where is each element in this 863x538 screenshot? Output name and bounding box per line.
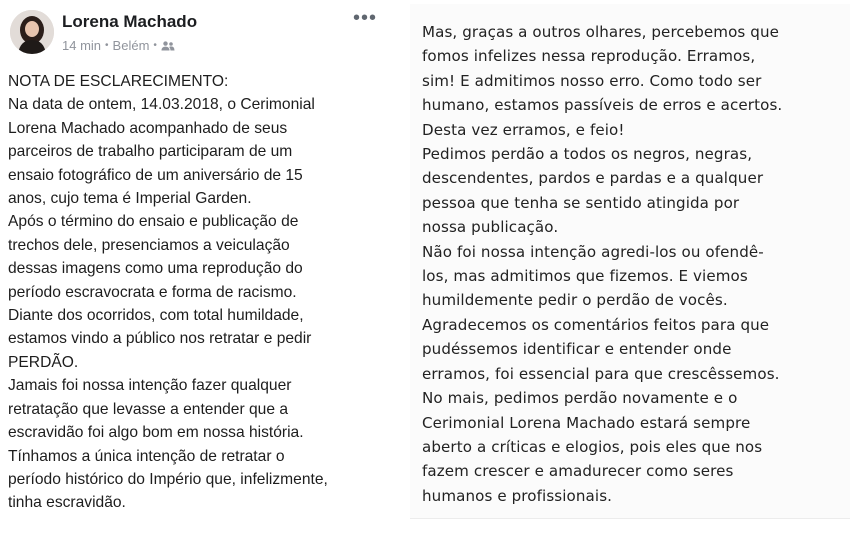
post-text-line: dessas imagens como uma reprodução do bbox=[8, 260, 303, 278]
avatar[interactable] bbox=[10, 10, 54, 54]
author-name[interactable]: Lorena Machado bbox=[62, 12, 198, 31]
post-location[interactable]: Belém bbox=[112, 38, 150, 53]
post-body-right bbox=[422, 20, 846, 508]
more-options-icon[interactable]: ••• bbox=[352, 7, 377, 29]
post-text-line: humanos e profissionais. bbox=[422, 486, 613, 505]
post-text-line: descendentes, pardos e pardas e a qualquer bbox=[422, 169, 764, 188]
post-text-line: Na data de ontem, 14.03.2018, o Cerimonial bbox=[8, 96, 315, 114]
post-text-line: Mas, graças a outros olhares, percebemos que bbox=[422, 23, 780, 41]
post-text-line: erramos, foi essencial para que crescêssemos. bbox=[422, 364, 780, 383]
post-text-line: trechos dele, presenciamos a veiculação bbox=[8, 236, 290, 254]
post-header bbox=[8, 8, 393, 60]
post-text-line: Agradecemos os comentários feitos para que bbox=[422, 315, 770, 334]
post-text-line: humildemente pedir o perdão de vocês. bbox=[422, 291, 728, 310]
post-text-line: Cerimonial Lorena Machado estará sempre bbox=[422, 413, 751, 432]
post-text-line: Lorena Machado acompanhado de seus bbox=[8, 119, 288, 137]
post-text-line: Jamais foi nossa intenção fazer qualquer bbox=[8, 377, 292, 395]
post-text-line: fazem crescer e amadurecer como seres bbox=[422, 462, 734, 481]
post-text-line: período escravocrata e forma de racismo. bbox=[8, 283, 297, 301]
post-time[interactable]: 14 min bbox=[62, 38, 102, 53]
post-text-line: No mais, pedimos perdão novamente e o bbox=[422, 389, 738, 408]
post-text-line: escravidão foi algo bom em nossa história. bbox=[8, 424, 304, 442]
post-text-line: ensaio fotográfico de um aniversário de 15 bbox=[8, 166, 303, 184]
post-text-line: anos, cujo tema é Imperial Garden. bbox=[8, 190, 252, 208]
post-meta bbox=[62, 38, 175, 53]
post-body-left bbox=[8, 70, 393, 515]
post-text-line: los, mas admitimos que fizemos. E viemos bbox=[422, 267, 748, 286]
post-panel-left bbox=[0, 0, 400, 538]
post-text-line: pudéssemos identificar e entender onde bbox=[422, 340, 732, 359]
post-text-line: nossa publicação. bbox=[422, 218, 559, 237]
post-text-line: Desta vez erramos, e feio! bbox=[422, 120, 625, 139]
post-text-line: período histórico do Império que, infelizmente, bbox=[8, 470, 328, 488]
post-text-line: estamos vindo a público nos retratar e pedir bbox=[8, 330, 312, 348]
post-text-line: PERDÃO. bbox=[8, 353, 79, 371]
friends-icon[interactable] bbox=[161, 41, 175, 51]
post-text-line: humano, estamos passíveis de erros e acertos. bbox=[422, 96, 783, 115]
post-text-line: Após o término do ensaio e publicação de bbox=[8, 213, 299, 231]
post-text-line: fomos infelizes nessa reprodução. Erramos, bbox=[422, 47, 756, 66]
post-text-line: sim! E admitimos nosso erro. Como todo ser bbox=[422, 71, 762, 90]
post-text-line: aberto a críticas e elogios, pois eles que nos bbox=[422, 437, 763, 456]
post-text-line: pessoa que tenha se sentido atingida por bbox=[422, 193, 740, 212]
post-text-line: Não foi nossa intenção agredi-los ou ofendê- bbox=[422, 242, 764, 261]
post-text-line: Tínhamos a única intenção de retratar o bbox=[8, 447, 285, 465]
post-text-line: Diante dos ocorridos, com total humildade, bbox=[8, 307, 304, 325]
post-text-line: tinha escravidão. bbox=[8, 494, 126, 512]
post-text-line: NOTA DE ESCLARECIMENTO: bbox=[8, 73, 229, 90]
post-panel-right bbox=[410, 4, 850, 519]
post-text-line: Pedimos perdão a todos os negros, negras, bbox=[422, 145, 753, 164]
post-text-line: parceiros de trabalho participaram de um bbox=[8, 143, 293, 161]
separator-dot: • bbox=[153, 40, 157, 51]
post-text-line: retratação que levasse a entender que a bbox=[8, 400, 289, 418]
profile-photo-icon bbox=[10, 10, 54, 54]
separator-dot: • bbox=[105, 40, 109, 51]
